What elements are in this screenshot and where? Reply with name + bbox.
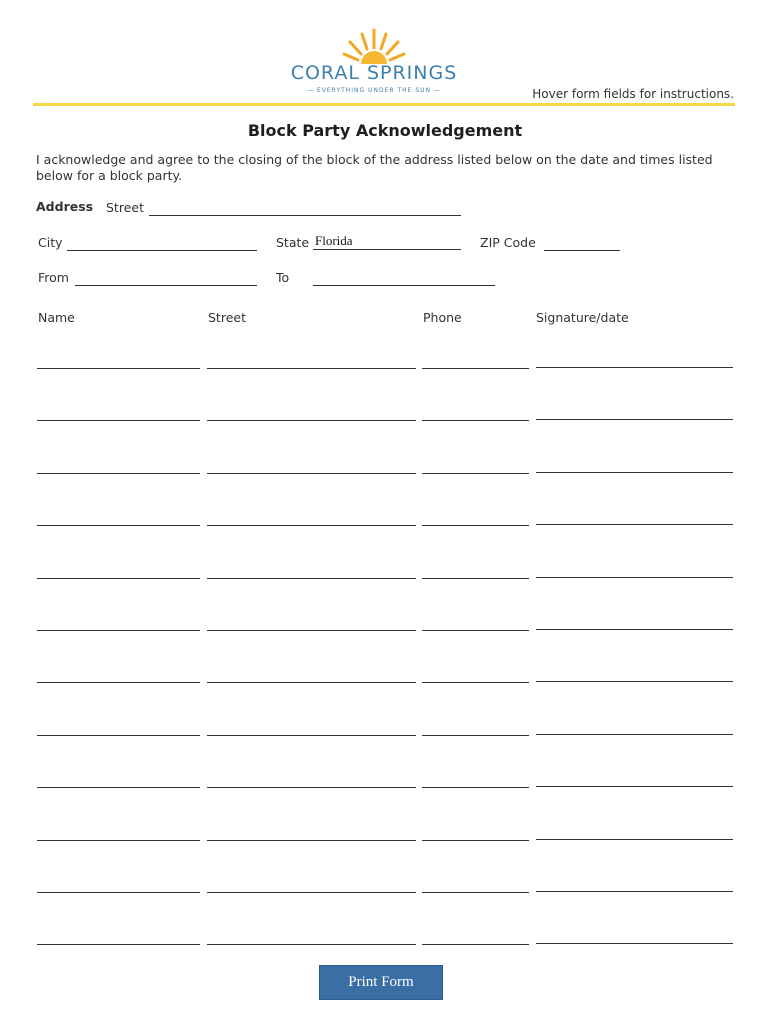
row-phone-line[interactable]: [422, 525, 529, 526]
row-street-line[interactable]: [207, 840, 416, 841]
logo-wordmark: CORAL SPRINGS: [290, 62, 458, 84]
row-street-line[interactable]: [207, 578, 416, 579]
to-label: To: [276, 270, 290, 285]
row-signature-line[interactable]: [536, 786, 733, 787]
row-signature-line[interactable]: [536, 681, 733, 682]
row-phone-line[interactable]: [422, 892, 529, 893]
row-signature-line[interactable]: [536, 629, 733, 630]
zip-input[interactable]: [544, 234, 620, 251]
row-street-line[interactable]: [207, 735, 416, 736]
row-name-line[interactable]: [37, 630, 200, 631]
row-name-line[interactable]: [37, 578, 200, 579]
row-name-line[interactable]: [37, 368, 200, 369]
column-header-name: Name: [38, 310, 75, 325]
row-phone-line[interactable]: [422, 944, 529, 945]
row-signature-line[interactable]: [536, 839, 733, 840]
coral-springs-logo: [279, 24, 469, 98]
row-signature-line[interactable]: [536, 577, 733, 578]
row-name-line[interactable]: [37, 892, 200, 893]
zip-label: ZIP Code: [480, 235, 536, 250]
city-label: City: [38, 235, 63, 250]
row-phone-line[interactable]: [422, 473, 529, 474]
row-phone-line[interactable]: [422, 420, 529, 421]
row-signature-line[interactable]: [536, 891, 733, 892]
print-form-button[interactable]: Print Form: [319, 965, 443, 1000]
row-street-line[interactable]: [207, 892, 416, 893]
row-street-line[interactable]: [207, 787, 416, 788]
row-phone-line[interactable]: [422, 682, 529, 683]
row-phone-line[interactable]: [422, 578, 529, 579]
header-divider: [33, 103, 735, 106]
row-name-line[interactable]: [37, 473, 200, 474]
row-street-line[interactable]: [207, 630, 416, 631]
column-header-phone: Phone: [423, 310, 462, 325]
row-name-line[interactable]: [37, 840, 200, 841]
row-phone-line[interactable]: [422, 840, 529, 841]
state-input[interactable]: [313, 233, 461, 250]
row-phone-line[interactable]: [422, 735, 529, 736]
row-street-line[interactable]: [207, 944, 416, 945]
page-title: Block Party Acknowledgement: [247, 121, 523, 140]
column-header-signature: Signature/date: [536, 310, 629, 325]
row-signature-line[interactable]: [536, 524, 733, 525]
from-label: From: [38, 270, 69, 285]
row-name-line[interactable]: [37, 682, 200, 683]
column-header-street: Street: [208, 310, 246, 325]
row-phone-line[interactable]: [422, 630, 529, 631]
row-name-line[interactable]: [37, 420, 200, 421]
row-name-line[interactable]: [37, 525, 200, 526]
logo-tagline: — EVERYTHING UNDER THE SUN —: [307, 87, 441, 94]
row-signature-line[interactable]: [536, 472, 733, 473]
street-input[interactable]: [149, 199, 461, 216]
city-input[interactable]: [67, 234, 257, 251]
state-label: State: [276, 235, 310, 250]
row-signature-line[interactable]: [536, 419, 733, 420]
row-name-line[interactable]: [37, 944, 200, 945]
address-label: Address: [36, 199, 94, 214]
row-name-line[interactable]: [37, 735, 200, 736]
row-phone-line[interactable]: [422, 368, 529, 369]
row-signature-line[interactable]: [536, 734, 733, 735]
hover-instructions: Hover form fields for instructions.: [532, 87, 734, 101]
row-street-line[interactable]: [207, 682, 416, 683]
row-phone-line[interactable]: [422, 787, 529, 788]
to-input[interactable]: [313, 269, 495, 286]
row-name-line[interactable]: [37, 787, 200, 788]
street-label: Street: [106, 200, 144, 215]
row-signature-line[interactable]: [536, 943, 733, 944]
row-street-line[interactable]: [207, 420, 416, 421]
row-street-line[interactable]: [207, 473, 416, 474]
from-input[interactable]: [75, 269, 257, 286]
acknowledgement-text: I acknowledge and agree to the closing of the block of the address listed below on the date and times listed below for a block party.: [36, 152, 713, 183]
row-signature-line[interactable]: [536, 367, 733, 368]
row-street-line[interactable]: [207, 368, 416, 369]
row-street-line[interactable]: [207, 525, 416, 526]
